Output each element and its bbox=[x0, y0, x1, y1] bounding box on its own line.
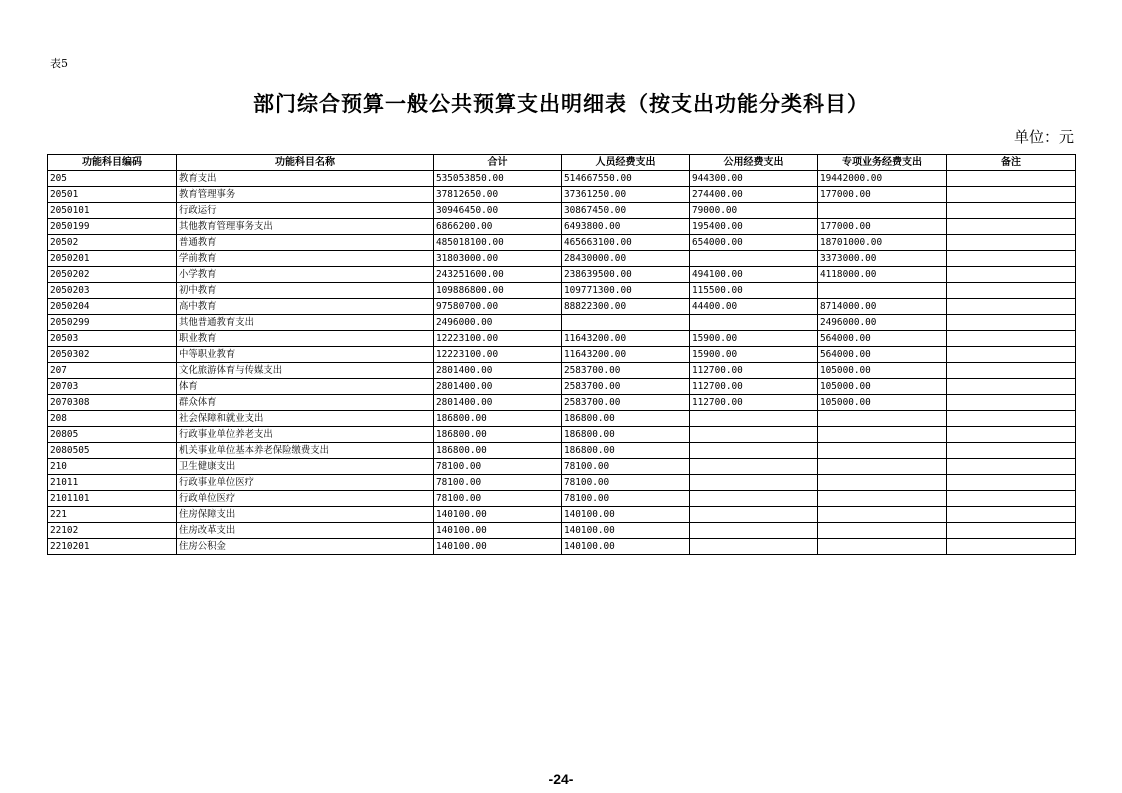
table-row bbox=[48, 475, 1076, 491]
cell-code: 20501 bbox=[48, 187, 177, 203]
cell-total: 78100.00 bbox=[434, 459, 562, 475]
table-row bbox=[48, 331, 1076, 347]
cell-total: 6866200.00 bbox=[434, 219, 562, 235]
cell-code: 210 bbox=[48, 459, 177, 475]
cell-name: 行政事业单位养老支出 bbox=[177, 427, 434, 443]
cell-note bbox=[947, 203, 1076, 219]
cell-code: 207 bbox=[48, 363, 177, 379]
cell-public bbox=[690, 475, 818, 491]
cell-public: 115500.00 bbox=[690, 283, 818, 299]
cell-personnel: 140100.00 bbox=[562, 523, 690, 539]
cell-special: 105000.00 bbox=[818, 395, 947, 411]
table-row bbox=[48, 299, 1076, 315]
cell-total: 78100.00 bbox=[434, 491, 562, 507]
cell-name: 行政运行 bbox=[177, 203, 434, 219]
table-body bbox=[48, 171, 1076, 555]
cell-special: 177000.00 bbox=[818, 187, 947, 203]
cell-note bbox=[947, 427, 1076, 443]
cell-public bbox=[690, 523, 818, 539]
cell-personnel: 140100.00 bbox=[562, 507, 690, 523]
cell-note bbox=[947, 331, 1076, 347]
cell-total: 535053850.00 bbox=[434, 171, 562, 187]
table-row bbox=[48, 219, 1076, 235]
cell-code: 2101101 bbox=[48, 491, 177, 507]
cell-name: 普通教育 bbox=[177, 235, 434, 251]
cell-code: 20703 bbox=[48, 379, 177, 395]
cell-personnel: 37361250.00 bbox=[562, 187, 690, 203]
cell-personnel: 186800.00 bbox=[562, 411, 690, 427]
cell-special bbox=[818, 443, 947, 459]
header-special: 专项业务经费支出 bbox=[818, 155, 947, 171]
cell-personnel: 30867450.00 bbox=[562, 203, 690, 219]
cell-name: 中等职业教育 bbox=[177, 347, 434, 363]
cell-code: 208 bbox=[48, 411, 177, 427]
cell-special bbox=[818, 427, 947, 443]
cell-personnel: 186800.00 bbox=[562, 427, 690, 443]
cell-name: 住房改革支出 bbox=[177, 523, 434, 539]
cell-personnel: 78100.00 bbox=[562, 475, 690, 491]
cell-code: 2070308 bbox=[48, 395, 177, 411]
cell-special bbox=[818, 491, 947, 507]
table-number-label: 表5 bbox=[50, 57, 68, 70]
table-row bbox=[48, 267, 1076, 283]
page-number: -24- bbox=[548, 771, 574, 787]
header-total: 合计 bbox=[434, 155, 562, 171]
cell-note bbox=[947, 187, 1076, 203]
cell-personnel: 514667550.00 bbox=[562, 171, 690, 187]
table-row bbox=[48, 235, 1076, 251]
cell-note bbox=[947, 299, 1076, 315]
cell-code: 2050201 bbox=[48, 251, 177, 267]
unit-label: 单位：元 bbox=[1013, 128, 1074, 146]
cell-special bbox=[818, 475, 947, 491]
table-row bbox=[48, 395, 1076, 411]
table-row bbox=[48, 491, 1076, 507]
cell-total: 243251600.00 bbox=[434, 267, 562, 283]
cell-special: 2496000.00 bbox=[818, 315, 947, 331]
cell-note bbox=[947, 379, 1076, 395]
cell-code: 20503 bbox=[48, 331, 177, 347]
table-row bbox=[48, 283, 1076, 299]
table-row bbox=[48, 379, 1076, 395]
cell-public: 494100.00 bbox=[690, 267, 818, 283]
cell-code: 2080505 bbox=[48, 443, 177, 459]
cell-special bbox=[818, 203, 947, 219]
cell-name: 文化旅游体育与传媒支出 bbox=[177, 363, 434, 379]
cell-special: 4118000.00 bbox=[818, 267, 947, 283]
cell-total: 31803000.00 bbox=[434, 251, 562, 267]
cell-name: 体育 bbox=[177, 379, 434, 395]
cell-public: 15900.00 bbox=[690, 347, 818, 363]
cell-code: 22102 bbox=[48, 523, 177, 539]
table-row bbox=[48, 251, 1076, 267]
cell-total: 140100.00 bbox=[434, 507, 562, 523]
cell-note bbox=[947, 523, 1076, 539]
cell-total: 485018100.00 bbox=[434, 235, 562, 251]
cell-personnel: 78100.00 bbox=[562, 491, 690, 507]
cell-personnel: 6493800.00 bbox=[562, 219, 690, 235]
cell-special bbox=[818, 411, 947, 427]
cell-note bbox=[947, 283, 1076, 299]
cell-note bbox=[947, 251, 1076, 267]
cell-code: 2050299 bbox=[48, 315, 177, 331]
cell-name: 其他教育管理事务支出 bbox=[177, 219, 434, 235]
table-row bbox=[48, 203, 1076, 219]
cell-code: 20502 bbox=[48, 235, 177, 251]
cell-public: 44400.00 bbox=[690, 299, 818, 315]
cell-public bbox=[690, 315, 818, 331]
cell-note bbox=[947, 395, 1076, 411]
cell-public bbox=[690, 251, 818, 267]
table-row bbox=[48, 347, 1076, 363]
cell-note bbox=[947, 363, 1076, 379]
cell-note bbox=[947, 539, 1076, 555]
table-row bbox=[48, 187, 1076, 203]
cell-code: 205 bbox=[48, 171, 177, 187]
cell-total: 186800.00 bbox=[434, 411, 562, 427]
cell-personnel: 186800.00 bbox=[562, 443, 690, 459]
cell-personnel: 109771300.00 bbox=[562, 283, 690, 299]
cell-name: 教育管理事务 bbox=[177, 187, 434, 203]
cell-public: 112700.00 bbox=[690, 379, 818, 395]
cell-special: 564000.00 bbox=[818, 347, 947, 363]
cell-note bbox=[947, 491, 1076, 507]
cell-total: 186800.00 bbox=[434, 427, 562, 443]
cell-name: 社会保障和就业支出 bbox=[177, 411, 434, 427]
cell-special bbox=[818, 523, 947, 539]
cell-name: 学前教育 bbox=[177, 251, 434, 267]
header-name: 功能科目名称 bbox=[177, 155, 434, 171]
header-public: 公用经费支出 bbox=[690, 155, 818, 171]
cell-total: 140100.00 bbox=[434, 539, 562, 555]
cell-special: 105000.00 bbox=[818, 363, 947, 379]
table-row bbox=[48, 411, 1076, 427]
cell-note bbox=[947, 171, 1076, 187]
cell-note bbox=[947, 267, 1076, 283]
table-row bbox=[48, 363, 1076, 379]
cell-special: 3373000.00 bbox=[818, 251, 947, 267]
table-row bbox=[48, 427, 1076, 443]
cell-personnel: 2583700.00 bbox=[562, 395, 690, 411]
cell-personnel: 11643200.00 bbox=[562, 347, 690, 363]
cell-note bbox=[947, 315, 1076, 331]
table-row bbox=[48, 459, 1076, 475]
header-note: 备注 bbox=[947, 155, 1076, 171]
cell-code: 2050302 bbox=[48, 347, 177, 363]
cell-name: 职业教育 bbox=[177, 331, 434, 347]
cell-public bbox=[690, 427, 818, 443]
cell-name: 机关事业单位基本养老保险缴费支出 bbox=[177, 443, 434, 459]
cell-name: 住房公积金 bbox=[177, 539, 434, 555]
cell-name: 住房保障支出 bbox=[177, 507, 434, 523]
cell-total: 2801400.00 bbox=[434, 363, 562, 379]
cell-public bbox=[690, 507, 818, 523]
cell-personnel: 140100.00 bbox=[562, 539, 690, 555]
cell-public: 112700.00 bbox=[690, 395, 818, 411]
table-header-row bbox=[48, 155, 1076, 171]
cell-public bbox=[690, 459, 818, 475]
cell-personnel: 465663100.00 bbox=[562, 235, 690, 251]
cell-special: 19442000.00 bbox=[818, 171, 947, 187]
cell-special: 8714000.00 bbox=[818, 299, 947, 315]
cell-note bbox=[947, 235, 1076, 251]
cell-name: 群众体育 bbox=[177, 395, 434, 411]
cell-special: 18701000.00 bbox=[818, 235, 947, 251]
cell-total: 30946450.00 bbox=[434, 203, 562, 219]
cell-special bbox=[818, 507, 947, 523]
cell-personnel: 88822300.00 bbox=[562, 299, 690, 315]
cell-public: 79000.00 bbox=[690, 203, 818, 219]
header-personnel: 人员经费支出 bbox=[562, 155, 690, 171]
cell-personnel: 28430000.00 bbox=[562, 251, 690, 267]
cell-name: 高中教育 bbox=[177, 299, 434, 315]
cell-total: 186800.00 bbox=[434, 443, 562, 459]
cell-personnel: 238639500.00 bbox=[562, 267, 690, 283]
cell-total: 2496000.00 bbox=[434, 315, 562, 331]
cell-special: 177000.00 bbox=[818, 219, 947, 235]
cell-code: 2050204 bbox=[48, 299, 177, 315]
cell-public: 654000.00 bbox=[690, 235, 818, 251]
cell-public: 944300.00 bbox=[690, 171, 818, 187]
table-row bbox=[48, 523, 1076, 539]
cell-total: 97580700.00 bbox=[434, 299, 562, 315]
cell-public: 112700.00 bbox=[690, 363, 818, 379]
cell-total: 37812650.00 bbox=[434, 187, 562, 203]
cell-personnel: 2583700.00 bbox=[562, 363, 690, 379]
cell-total: 2801400.00 bbox=[434, 395, 562, 411]
page-title: 部门综合预算一般公共预算支出明细表（按支出功能分类科目） bbox=[253, 92, 869, 116]
cell-code: 2210201 bbox=[48, 539, 177, 555]
cell-note bbox=[947, 475, 1076, 491]
cell-name: 卫生健康支出 bbox=[177, 459, 434, 475]
budget-table bbox=[47, 154, 1076, 555]
cell-public bbox=[690, 411, 818, 427]
cell-note bbox=[947, 459, 1076, 475]
table-row bbox=[48, 315, 1076, 331]
cell-name: 初中教育 bbox=[177, 283, 434, 299]
cell-note bbox=[947, 347, 1076, 363]
cell-public bbox=[690, 443, 818, 459]
cell-special bbox=[818, 539, 947, 555]
cell-personnel: 11643200.00 bbox=[562, 331, 690, 347]
cell-total: 12223100.00 bbox=[434, 331, 562, 347]
cell-total: 109886800.00 bbox=[434, 283, 562, 299]
table-row bbox=[48, 539, 1076, 555]
cell-public bbox=[690, 491, 818, 507]
cell-code: 2050203 bbox=[48, 283, 177, 299]
cell-name: 其他普通教育支出 bbox=[177, 315, 434, 331]
cell-special: 105000.00 bbox=[818, 379, 947, 395]
cell-code: 2050202 bbox=[48, 267, 177, 283]
cell-personnel: 78100.00 bbox=[562, 459, 690, 475]
cell-code: 2050199 bbox=[48, 219, 177, 235]
cell-public: 15900.00 bbox=[690, 331, 818, 347]
cell-name: 行政单位医疗 bbox=[177, 491, 434, 507]
table-row bbox=[48, 443, 1076, 459]
cell-personnel: 2583700.00 bbox=[562, 379, 690, 395]
header-code: 功能科目编码 bbox=[48, 155, 177, 171]
cell-note bbox=[947, 443, 1076, 459]
cell-total: 140100.00 bbox=[434, 523, 562, 539]
cell-code: 21011 bbox=[48, 475, 177, 491]
table-row bbox=[48, 171, 1076, 187]
cell-note bbox=[947, 411, 1076, 427]
cell-code: 20805 bbox=[48, 427, 177, 443]
cell-name: 小学教育 bbox=[177, 267, 434, 283]
cell-total: 78100.00 bbox=[434, 475, 562, 491]
cell-name: 行政事业单位医疗 bbox=[177, 475, 434, 491]
cell-personnel bbox=[562, 315, 690, 331]
cell-code: 221 bbox=[48, 507, 177, 523]
cell-public: 195400.00 bbox=[690, 219, 818, 235]
cell-special bbox=[818, 459, 947, 475]
cell-note bbox=[947, 507, 1076, 523]
cell-public: 274400.00 bbox=[690, 187, 818, 203]
cell-special: 564000.00 bbox=[818, 331, 947, 347]
table-row bbox=[48, 507, 1076, 523]
cell-total: 12223100.00 bbox=[434, 347, 562, 363]
cell-special bbox=[818, 283, 947, 299]
cell-code: 2050101 bbox=[48, 203, 177, 219]
cell-note bbox=[947, 219, 1076, 235]
cell-name: 教育支出 bbox=[177, 171, 434, 187]
cell-total: 2801400.00 bbox=[434, 379, 562, 395]
cell-public bbox=[690, 539, 818, 555]
